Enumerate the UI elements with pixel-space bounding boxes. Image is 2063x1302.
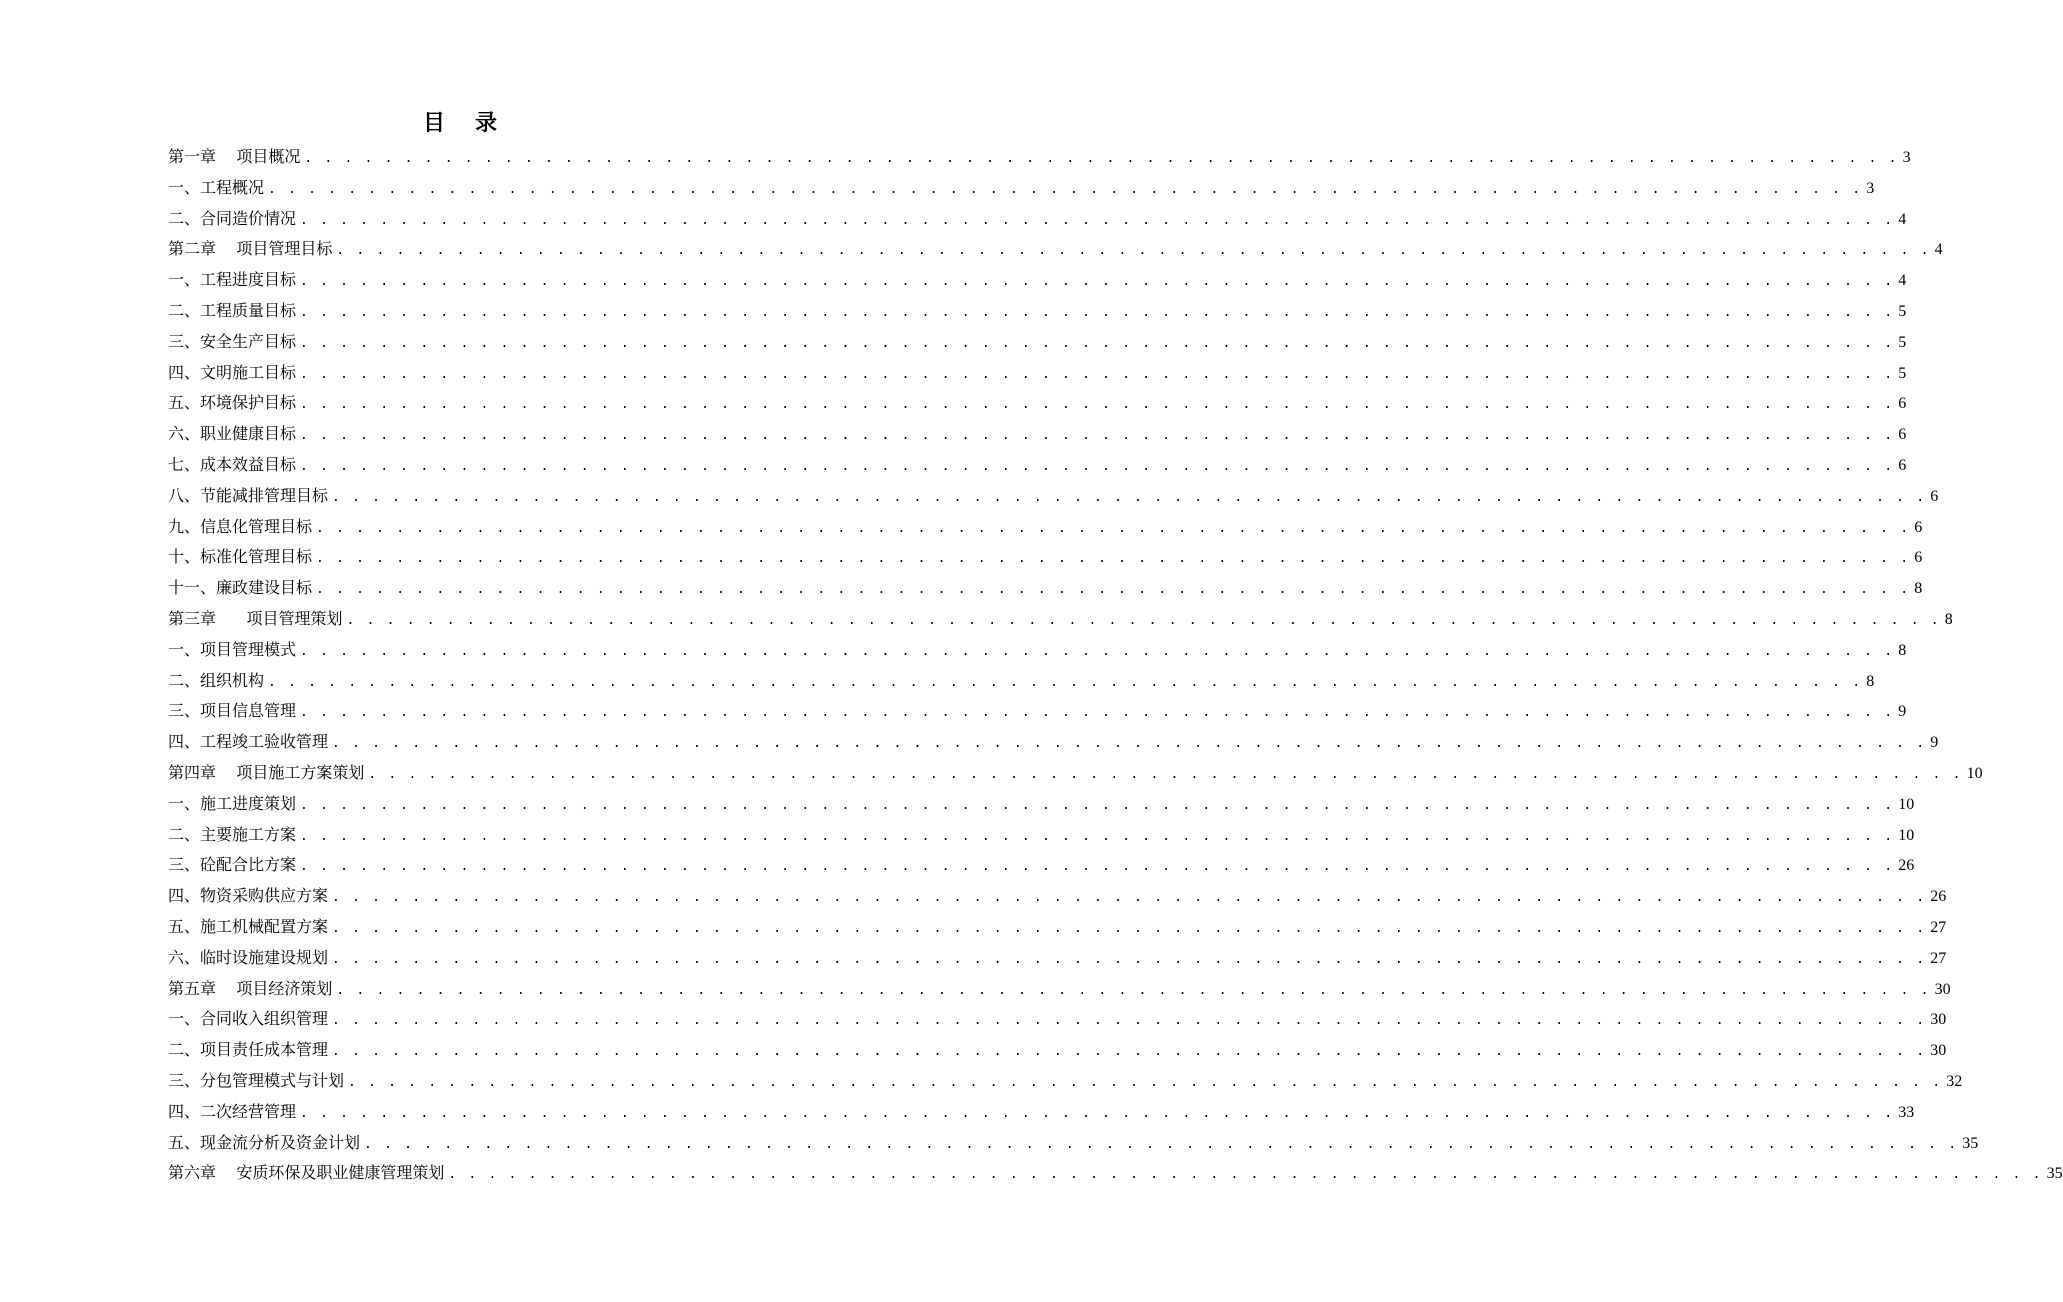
toc-leader-dots: . . . . . . . . . . . . . . . . . . . . . . . . . . . . . . . . . . . . . . . . . . . . . . . . . . . . . . . . . . . . . . . . . . . . . . . . . . . . . . . . xyxy=(316,520,1911,536)
toc-entry-label: 第五章 项目经济策划 xyxy=(168,978,333,998)
toc-entry-label: 一、工程概况 xyxy=(168,177,265,197)
toc-entry-label: 三、安全生产目标 xyxy=(168,331,297,351)
toc-entry-page-number: 6 xyxy=(1898,395,1907,413)
toc-leader-dots: . . . . . . . . . . . . . . . . . . . . . . . . . . . . . . . . . . . . . . . . . . . . . . . . . . . . . . . . . . . . . . . . . . . . . . . . . . . . . . . . xyxy=(300,859,1895,875)
toc-entry-label: 五、现金流分析及资金计划 xyxy=(168,1132,361,1152)
toc-entry-label: 三、分包管理模式与计划 xyxy=(168,1070,345,1090)
toc-entry-label: 五、施工机械配置方案 xyxy=(168,916,329,936)
toc-entry-page-number: 30 xyxy=(1930,1042,1947,1060)
toc-title xyxy=(0,108,920,138)
toc-entry-page-number: 8 xyxy=(1914,580,1923,598)
toc-entry[interactable] xyxy=(168,1158,2063,1189)
toc-entry-label: 二、项目责任成本管理 xyxy=(168,1040,329,1060)
toc-leader-dots: . . . . . . . . . . . . . . . . . . . . . . . . . . . . . . . . . . . . . . . . . . . . . . . . . . . . . . . . . . . . . . . . . . . . . . . . . . . . . . . . xyxy=(300,212,1895,228)
toc-entry-page-number: 30 xyxy=(1934,980,1951,998)
toc-entry-label: 四、文明施工目标 xyxy=(168,362,297,382)
toc-entry-label: 九、信息化管理目标 xyxy=(168,516,313,536)
toc-entry[interactable] xyxy=(168,204,1907,235)
toc-leader-dots: . . . . . . . . . . . . . . . . . . . . . . . . . . . . . . . . . . . . . . . . . . . . . . . . . . . . . . . . . . . . . . . . . . . . . . . . . . . . . . . . xyxy=(332,736,1927,752)
toc-entry[interactable] xyxy=(168,912,1947,943)
toc-entry[interactable] xyxy=(168,943,1947,974)
toc-entry-page-number: 8 xyxy=(1898,641,1907,659)
toc-entry-page-number: 8 xyxy=(1866,672,1875,690)
toc-entry[interactable] xyxy=(168,481,1939,512)
toc-entry[interactable] xyxy=(168,142,1911,173)
toc-leader-dots: . . . . . . . . . . . . . . . . . . . . . . . . . . . . . . . . . . . . . . . . . . . . . . . . . . . . . . . . . . . . . . . . . . . . . . . . . . . . . . . . xyxy=(300,335,1895,351)
toc-list xyxy=(168,142,2063,1189)
toc-entry-label: 二、工程质量目标 xyxy=(168,300,297,320)
toc-entry-page-number: 4 xyxy=(1934,241,1943,259)
toc-entry-page-number: 10 xyxy=(1898,826,1915,844)
toc-leader-dots: . . . . . . . . . . . . . . . . . . . . . . . . . . . . . . . . . . . . . . . . . . . . . . . . . . . . . . . . . . . . . . . . . . . . . . . . . . . . . . . . xyxy=(348,1074,1943,1090)
toc-entry[interactable] xyxy=(168,173,1875,204)
toc-leader-dots: . . . . . . . . . . . . . . . . . . . . . . . . . . . . . . . . . . . . . . . . . . . . . . . . . . . . . . . . . . . . . . . . . . . . . . . . . . . . . . . . xyxy=(300,705,1895,721)
toc-entry[interactable] xyxy=(168,419,1907,450)
toc-leader-dots: . . . . . . . . . . . . . . . . . . . . . . . . . . . . . . . . . . . . . . . . . . . . . . . . . . . . . . . . . . . . . . . . . . . . . . . . . . . . . . . . xyxy=(300,458,1895,474)
toc-leader-dots: . . . . . . . . . . . . . . . . . . . . . . . . . . . . . . . . . . . . . . . . . . . . . . . . . . . . . . . . . . . . . . . . . . . . . . . . . . . . . . . . xyxy=(332,1044,1927,1060)
toc-entry-label: 一、工程进度目标 xyxy=(168,270,297,290)
toc-title-right: 录 xyxy=(475,110,498,136)
toc-entry[interactable] xyxy=(168,573,1923,604)
toc-entry[interactable] xyxy=(168,635,1907,666)
toc-entry-page-number: 4 xyxy=(1898,210,1907,228)
toc-entry-page-number: 35 xyxy=(2046,1165,2063,1183)
toc-entry[interactable] xyxy=(168,388,1907,419)
toc-entry[interactable] xyxy=(168,820,1915,851)
toc-entry[interactable] xyxy=(168,542,1923,573)
toc-entry-label: 二、合同造价情况 xyxy=(168,208,297,228)
toc-leader-dots: . . . . . . . . . . . . . . . . . . . . . . . . . . . . . . . . . . . . . . . . . . . . . . . . . . . . . . . . . . . . . . . . . . . . . . . . . . . . . . . . xyxy=(346,612,1941,628)
toc-entry-page-number: 27 xyxy=(1930,949,1947,967)
toc-leader-dots: . . . . . . . . . . . . . . . . . . . . . . . . . . . . . . . . . . . . . . . . . . . . . . . . . . . . . . . . . . . . . . . . . . . . . . . . . . . . . . . . xyxy=(304,151,1899,166)
toc-leader-dots: . . . . . . . . . . . . . . . . . . . . . . . . . . . . . . . . . . . . . . . . . . . . . . . . . . . . . . . . . . . . . . . . . . . . . . . . . . . . . . . . xyxy=(332,489,1927,505)
toc-entry-page-number: 5 xyxy=(1898,333,1907,351)
toc-leader-dots: . . . . . . . . . . . . . . . . . . . . . . . . . . . . . . . . . . . . . . . . . . . . . . . . . . . . . . . . . . . . . . . . . . . . . . . . . . . . . . . . xyxy=(268,674,1863,690)
toc-entry-label: 一、施工进度策划 xyxy=(168,793,297,813)
toc-leader-dots: . . . . . . . . . . . . . . . . . . . . . . . . . . . . . . . . . . . . . . . . . . . . . . . . . . . . . . . . . . . . . . . . . . . . . . . . . . . . . . . . xyxy=(300,797,1895,813)
toc-entry-page-number: 30 xyxy=(1930,1011,1947,1029)
toc-entry-label: 第二章 项目管理目标 xyxy=(168,239,333,259)
toc-entry[interactable] xyxy=(168,450,1907,481)
toc-entry-page-number: 26 xyxy=(1898,857,1915,875)
toc-entry-page-number: 6 xyxy=(1898,456,1907,474)
toc-leader-dots: . . . . . . . . . . . . . . . . . . . . . . . . . . . . . . . . . . . . . . . . . . . . . . . . . . . . . . . . . . . . . . . . . . . . . . . . . . . . . . . . xyxy=(300,366,1895,382)
toc-leader-dots: . . . . . . . . . . . . . . . . . . . . . . . . . . . . . . . . . . . . . . . . . . . . . . . . . . . . . . . . . . . . . . . . . . . . . . . . . . . . . . . . xyxy=(300,828,1895,844)
toc-entry[interactable] xyxy=(168,358,1907,389)
toc-entry[interactable] xyxy=(168,1035,1947,1066)
toc-entry[interactable] xyxy=(168,789,1915,820)
toc-leader-dots: . . . . . . . . . . . . . . . . . . . . . . . . . . . . . . . . . . . . . . . . . . . . . . . . . . . . . . . . . . . . . . . . . . . . . . . . . . . . . . . . xyxy=(316,582,1911,598)
toc-entry[interactable] xyxy=(168,758,1983,789)
toc-entry[interactable] xyxy=(168,604,1953,635)
toc-leader-dots: . . . . . . . . . . . . . . . . . . . . . . . . . . . . . . . . . . . . . . . . . . . . . . . . . . . . . . . . . . . . . . . . . . . . . . . . . . . . . . . . xyxy=(300,304,1895,320)
toc-entry-page-number: 27 xyxy=(1930,918,1947,936)
toc-entry[interactable] xyxy=(168,1128,1979,1159)
toc-entry[interactable] xyxy=(168,727,1939,758)
toc-title-left: 目 xyxy=(422,110,445,136)
toc-entry-page-number: 4 xyxy=(1898,272,1907,290)
toc-leader-dots: . . . . . . . . . . . . . . . . . . . . . . . . . . . . . . . . . . . . . . . . . . . . . . . . . . . . . . . . . . . . . . . . . . . . . . . . . . . . . . . . xyxy=(300,1105,1895,1121)
toc-entry-label: 第一章 项目概况 xyxy=(168,147,301,166)
toc-entry[interactable] xyxy=(168,512,1923,543)
toc-entry-page-number: 35 xyxy=(1962,1134,1979,1152)
toc-entry-page-number: 33 xyxy=(1898,1103,1915,1121)
toc-entry-label: 二、组织机构 xyxy=(168,670,265,690)
toc-entry[interactable] xyxy=(168,974,1951,1005)
toc-leader-dots: . . . . . . . . . . . . . . . . . . . . . . . . . . . . . . . . . . . . . . . . . . . . . . . . . . . . . . . . . . . . . . . . . . . . . . . . . . . . . . . . xyxy=(368,766,1963,782)
toc-entry-label: 一、项目管理模式 xyxy=(168,639,297,659)
toc-leader-dots: . . . . . . . . . . . . . . . . . . . . . . . . . . . . . . . . . . . . . . . . . . . . . . . . . . . . . . . . . . . . . . . . . . . . . . . . . . . . . . . . xyxy=(364,1136,1959,1152)
toc-entry-label: 三、项目信息管理 xyxy=(168,701,297,721)
toc-entry[interactable] xyxy=(168,666,1875,697)
toc-entry-page-number: 3 xyxy=(1902,149,1911,166)
toc-leader-dots: . . . . . . . . . . . . . . . . . . . . . . . . . . . . . . . . . . . . . . . . . . . . . . . . . . . . . . . . . . . . . . . . . . . . . . . . . . . . . . . . xyxy=(332,890,1927,906)
toc-entry-page-number: 9 xyxy=(1930,734,1939,752)
toc-leader-dots: . . . . . . . . . . . . . . . . . . . . . . . . . . . . . . . . . . . . . . . . . . . . . . . . . . . . . . . . . . . . . . . . . . . . . . . . . . . . . . . . xyxy=(300,428,1895,444)
toc-entry-label: 第三章 项目管理策划 xyxy=(168,608,343,628)
toc-entry-label: 四、物资采购供应方案 xyxy=(168,886,329,906)
toc-leader-dots: . . . . . . . . . . . . . . . . . . . . . . . . . . . . . . . . . . . . . . . . . . . . . . . . . . . . . . . . . . . . . . . . . . . . . . . . . . . . . . . . xyxy=(332,920,1927,936)
toc-entry[interactable] xyxy=(168,1097,1915,1128)
toc-entry[interactable] xyxy=(168,881,1947,912)
toc-entry-label: 四、工程竣工验收管理 xyxy=(168,732,329,752)
toc-entry[interactable] xyxy=(168,265,1907,296)
toc-entry-label: 六、临时设施建设规划 xyxy=(168,947,329,967)
toc-entry-label: 一、合同收入组织管理 xyxy=(168,1009,329,1029)
toc-leader-dots: . . . . . . . . . . . . . . . . . . . . . . . . . . . . . . . . . . . . . . . . . . . . . . . . . . . . . . . . . . . . . . . . . . . . . . . . . . . . . . . . xyxy=(332,1013,1927,1029)
toc-leader-dots: . . . . . . . . . . . . . . . . . . . . . . . . . . . . . . . . . . . . . . . . . . . . . . . . . . . . . . . . . . . . . . . . . . . . . . . . . . . . . . . . xyxy=(316,551,1911,567)
toc-entry-label: 四、二次经营管理 xyxy=(168,1101,297,1121)
toc-entry-label: 十、标准化管理目标 xyxy=(168,547,313,567)
toc-entry-label: 六、职业健康目标 xyxy=(168,424,297,444)
toc-leader-dots: . . . . . . . . . . . . . . . . . . . . . . . . . . . . . . . . . . . . . . . . . . . . . . . . . . . . . . . . . . . . . . . . . . . . . . . . . . . . . . . . xyxy=(336,982,1931,998)
toc-entry-page-number: 10 xyxy=(1966,764,1983,782)
toc-entry-page-number: 5 xyxy=(1898,302,1907,320)
toc-leader-dots: . . . . . . . . . . . . . . . . . . . . . . . . . . . . . . . . . . . . . . . . . . . . . . . . . . . . . . . . . . . . . . . . . . . . . . . . . . . . . . . . xyxy=(448,1167,2043,1183)
toc-entry-page-number: 6 xyxy=(1930,487,1939,505)
toc-leader-dots: . . . . . . . . . . . . . . . . . . . . . . . . . . . . . . . . . . . . . . . . . . . . . . . . . . . . . . . . . . . . . . . . . . . . . . . . . . . . . . . . xyxy=(268,181,1863,197)
toc-entry-page-number: 9 xyxy=(1898,703,1907,721)
toc-entry-label: 八、节能减排管理目标 xyxy=(168,485,329,505)
toc-entry-label: 七、成本效益目标 xyxy=(168,454,297,474)
toc-entry-page-number: 6 xyxy=(1914,518,1923,536)
toc-entry[interactable] xyxy=(168,850,1915,881)
toc-entry-page-number: 6 xyxy=(1914,549,1923,567)
toc-entry-page-number: 26 xyxy=(1930,888,1947,906)
toc-leader-dots: . . . . . . . . . . . . . . . . . . . . . . . . . . . . . . . . . . . . . . . . . . . . . . . . . . . . . . . . . . . . . . . . . . . . . . . . . . . . . . . . xyxy=(332,951,1927,967)
toc-entry[interactable] xyxy=(168,1004,1947,1035)
toc-entry-label: 五、环境保护目标 xyxy=(168,393,297,413)
toc-entry-label: 第六章 安质环保及职业健康管理策划 xyxy=(168,1163,445,1183)
toc-leader-dots: . . . . . . . . . . . . . . . . . . . . . . . . . . . . . . . . . . . . . . . . . . . . . . . . . . . . . . . . . . . . . . . . . . . . . . . . . . . . . . . . xyxy=(300,397,1895,413)
toc-entry-page-number: 6 xyxy=(1898,426,1907,444)
toc-entry[interactable] xyxy=(168,327,1907,358)
toc-leader-dots: . . . . . . . . . . . . . . . . . . . . . . . . . . . . . . . . . . . . . . . . . . . . . . . . . . . . . . . . . . . . . . . . . . . . . . . . . . . . . . . . xyxy=(300,643,1895,659)
toc-entry[interactable] xyxy=(168,696,1907,727)
toc-entry[interactable] xyxy=(168,234,1943,265)
toc-entry-label: 十一、廉政建设目标 xyxy=(168,578,313,598)
toc-leader-dots: . . . . . . . . . . . . . . . . . . . . . . . . . . . . . . . . . . . . . . . . . . . . . . . . . . . . . . . . . . . . . . . . . . . . . . . . . . . . . . . . xyxy=(336,243,1931,259)
toc-entry-page-number: 8 xyxy=(1944,610,1953,628)
toc-entry-label: 三、砼配合比方案 xyxy=(168,855,297,875)
toc-entry-page-number: 3 xyxy=(1866,179,1875,197)
toc-entry[interactable] xyxy=(168,1066,1963,1097)
toc-entry-label: 二、主要施工方案 xyxy=(168,824,297,844)
toc-entry-page-number: 32 xyxy=(1946,1072,1963,1090)
toc-entry-label: 第四章 项目施工方案策划 xyxy=(168,762,365,782)
toc-leader-dots: . . . . . . . . . . . . . . . . . . . . . . . . . . . . . . . . . . . . . . . . . . . . . . . . . . . . . . . . . . . . . . . . . . . . . . . . . . . . . . . . xyxy=(300,274,1895,290)
toc-entry[interactable] xyxy=(168,296,1907,327)
toc-entry-page-number: 10 xyxy=(1898,795,1915,813)
toc-entry-page-number: 5 xyxy=(1898,364,1907,382)
